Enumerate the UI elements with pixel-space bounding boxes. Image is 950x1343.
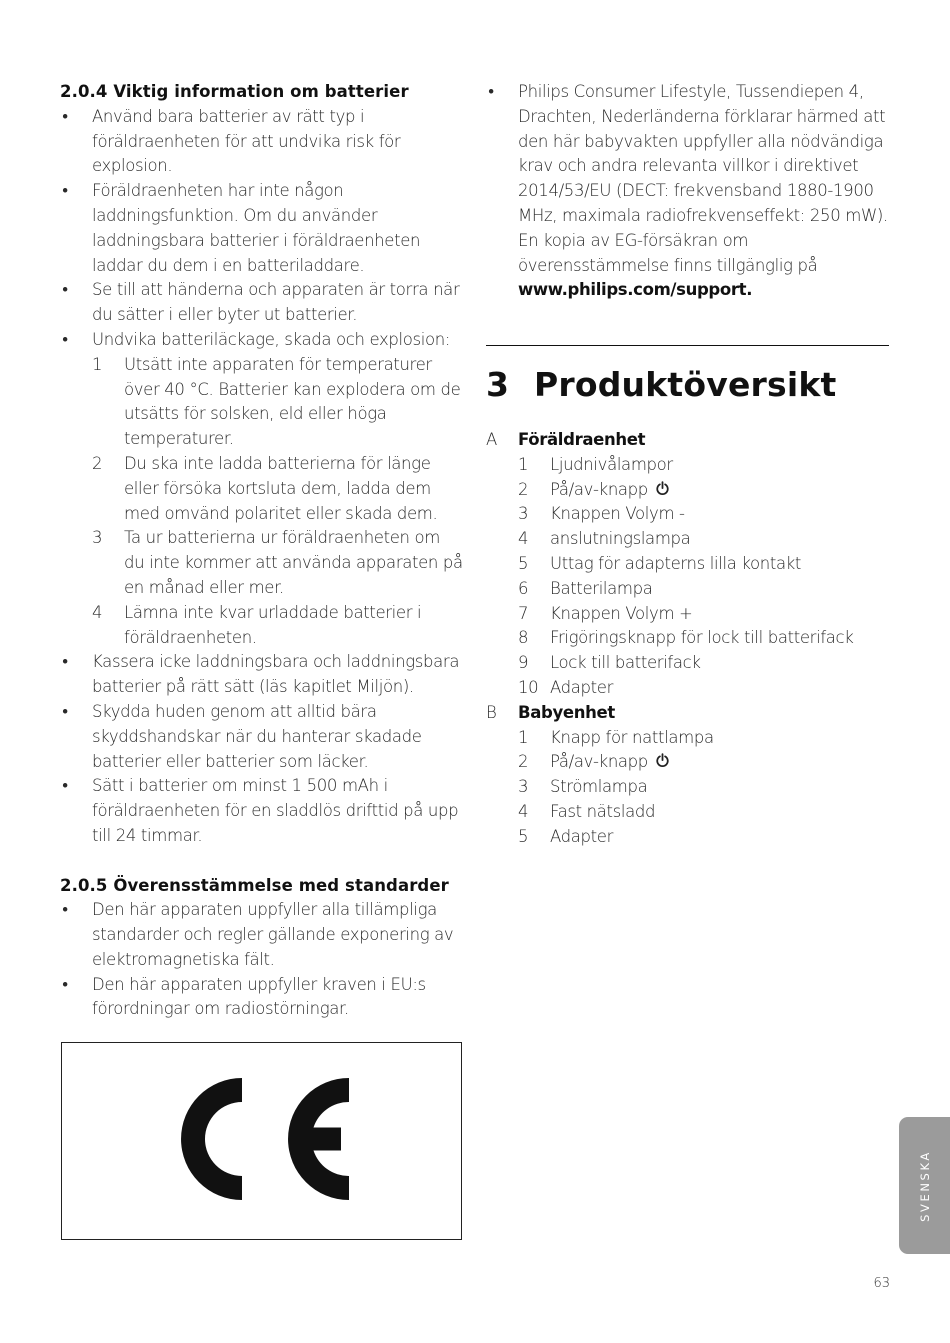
page-number: 63 — [873, 1276, 890, 1291]
group-header-parent-unit: A Föräldraenhet — [486, 430, 646, 449]
list-item: • Undvika batteriläckage, skada och explosion: 1 Utsätt inte apparaten för temperaturer över 40 °C. Batterier kan explodera om de utsätts för solsken, eld eller höga temperaturer. 2 Du ska inte ladda batterierna för länge eller försöka kortsluta dem, ladda dem med omvänd polaritet eller skada dem. 3 Ta ur batterierna ur föräldraenheten om du inte kommer att använda apparaten på en månad eller mer. 4 Lämna inte kvar urladdade batterier i föräldraenheten. — [60, 328, 465, 650]
list-item: 4 Lämna inte kvar urladdade batterier i föräldraenheten. — [92, 602, 422, 647]
ce-mark-icon — [62, 1043, 462, 1239]
list-item: • Föräldraenheten har inte någon laddningsfunktion. Om du använder laddningsbara batterier i föräldraenheten laddar du dem i en batteriladdare. — [62, 181, 421, 275]
section-heading-batteries: 2.0.4 Viktig information om batterier — [60, 82, 409, 101]
support-url[interactable]: www.philips.com/support. — [518, 280, 753, 300]
list-item: 2 Du ska inte ladda batterierna för länge eller försöka kortsluta dem, ladda dem med omvänd polaritet eller skada dem. — [92, 453, 438, 523]
power-icon — [655, 753, 670, 768]
list-item: 1 Ljudnivålampor — [518, 454, 673, 474]
chapter-number: 3 — [486, 365, 510, 404]
declaration-list — [486, 80, 891, 303]
product-overview-list — [486, 428, 891, 850]
list-item: 8 Frigöringsknapp för lock till batterifack — [518, 628, 854, 648]
power-icon — [655, 481, 670, 496]
list-item: • Se till att händerna och apparaten är torra när du sätter i eller byter ut batterier. — [62, 280, 460, 325]
list-item: • Kassera icke laddningsbara och laddningsbara batterier på rätt sätt (läs kapitlet Miljön). — [62, 652, 460, 697]
battery-safety-sublist — [92, 353, 465, 651]
declaration-item: • Philips Consumer Lifestyle, Tussendiepen 4, Drachten, Nederländerna förklarar härmed att den här babyvakten uppfyller alla nödvändiga krav och andra relevanta villkor i direktivet 2014/53/EU (DECT: frekvensband 1880-1900 MHz, maximala radiofrekvenseffekt: 250 mW). En kopia av EG-försäkran om överensstämmelse finns tillgänglig på www.philips.com/support. — [488, 82, 888, 300]
list-item: • Skydda huden genom att alltid bära skyddshandskar när du hanterar skadade batterier eller batterier som läcker. — [62, 701, 422, 771]
group-header-baby-unit: B Babyenhet — [486, 702, 615, 722]
list-item: • Den här apparaten uppfyller kraven i EU:s förordningar om radiostörningar. — [62, 974, 426, 1019]
language-side-tab — [899, 1117, 950, 1254]
ce-mark-box — [61, 1042, 462, 1240]
compliance-bullet-list — [60, 898, 465, 1022]
right-column — [486, 80, 891, 303]
list-item: 5 Uttag för adapterns lilla kontakt — [518, 553, 802, 573]
list-item: 7 Knappen Volym + — [518, 603, 693, 623]
list-item: 5 Adapter — [518, 826, 614, 846]
side-tab-label: SVENSKA — [917, 1149, 932, 1222]
list-item: 1 Utsätt inte apparaten för temperaturer över 40 °C. Batterier kan explodera om de utsätts för solsken, eld eller höga temperaturer. — [92, 354, 461, 449]
list-item: 4 anslutningslampa — [518, 529, 691, 549]
list-item: • Sätt i batterier om minst 1 500 mAh i föräldraenheten för en sladdlös drifttid på upp till 24 timmar. — [62, 776, 459, 845]
list-item: 3 Knappen Volym - — [518, 504, 685, 524]
list-item: 10 Adapter — [518, 677, 614, 697]
list-item: 4 Fast nätsladd — [518, 801, 656, 821]
chapter-title: 3 Produktöversikt — [486, 362, 836, 408]
list-item: 2 På/av-knapp — [486, 478, 891, 503]
chapter-divider — [486, 345, 889, 346]
list-item: 6 Batterilampa — [518, 578, 653, 598]
list-item: 2 På/av-knapp — [486, 750, 891, 775]
list-item: 3 Strömlampa — [518, 777, 648, 797]
list-item: 9 Lock till batterifack — [518, 653, 701, 673]
list-item: 1 Knapp för nattlampa — [518, 727, 714, 747]
section-heading-compliance: 2.0.5 Överensstämmelse med standarder — [60, 875, 449, 895]
battery-bullet-list — [60, 105, 465, 849]
list-item: 3 Ta ur batterierna ur föräldraenheten om du inte kommer att använda apparaten på en månad eller mer. — [92, 528, 463, 597]
left-column — [60, 80, 465, 1022]
list-item: • Den här apparaten uppfyller alla tillämpliga standarder och regler gällande exponering av elektromagnetiska fält. — [62, 900, 454, 969]
list-item: • Använd bara batterier av rätt typ i föräldraenheten för att undvika risk för explosion. — [62, 106, 401, 176]
